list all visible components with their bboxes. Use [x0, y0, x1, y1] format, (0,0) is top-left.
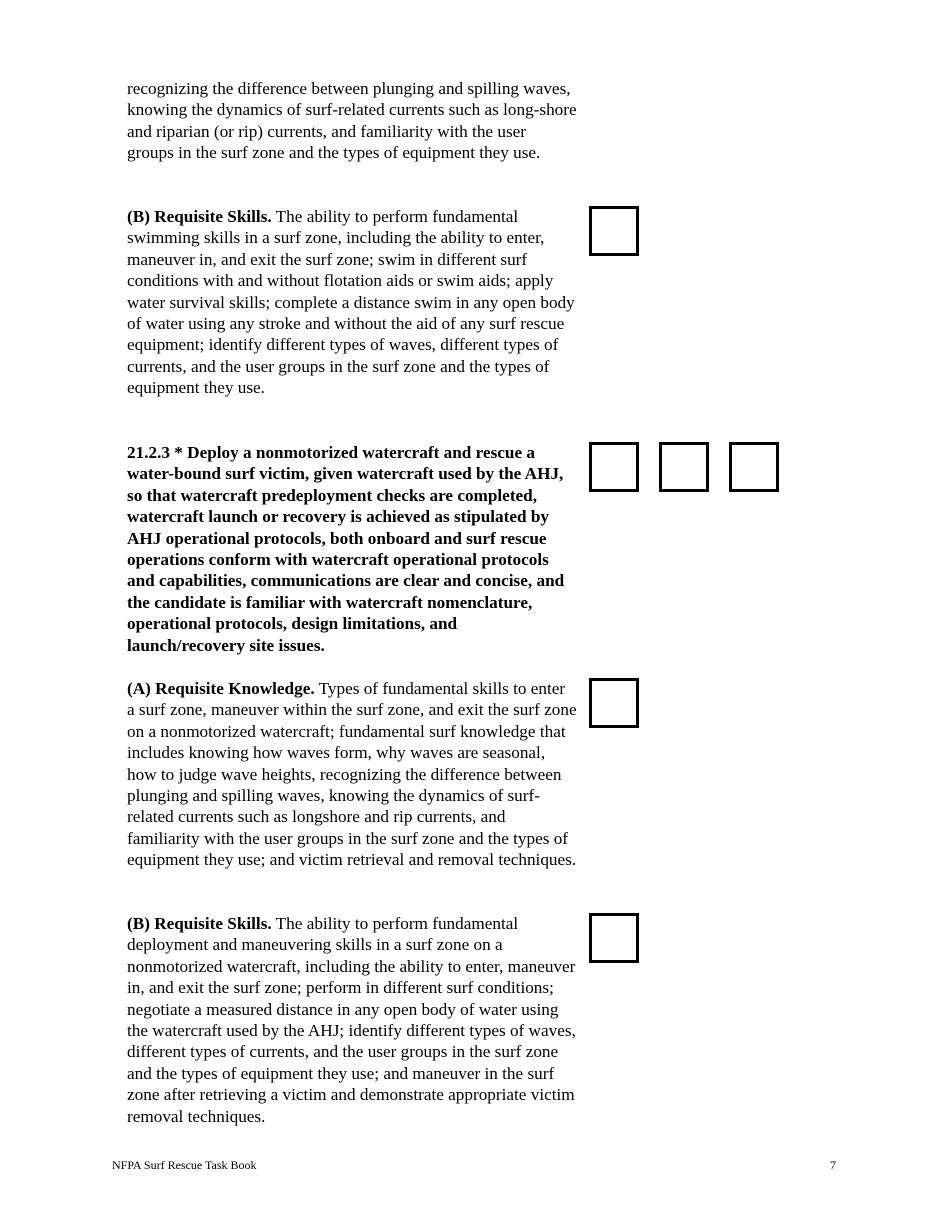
requisite-knowledge-heading: (A) Requisite Knowledge.: [127, 679, 315, 698]
sign-off-checkbox[interactable]: [589, 206, 639, 256]
jpr-21-2-3-text: 21.2.3 * Deploy a nonmotorized watercraft and rescue a water-bound surf victim, given watercraft used by the AHJ, so that watercraft predeployment checks are completed, watercraft launch or recovery is achieved as stipulated by AHJ operational protocols, both onboard and surf rescue operations conform with watercraft operational protocols and capabilities, communications are clear and concise, and the candidate is familiar with watercraft nomenclature, operational protocols, design limitations, and launch/recovery site issues.: [127, 443, 565, 655]
sign-off-checkbox[interactable]: [659, 442, 709, 492]
page-number: 7: [830, 1158, 836, 1172]
sign-off-checkbox[interactable]: [589, 913, 639, 963]
requisite-knowledge-watercraft-paragraph: [127, 678, 577, 871]
intro-continuation-paragraph: [127, 78, 577, 164]
requisite-skills-heading: (B) Requisite Skills.: [127, 914, 272, 933]
requisite-skills-text: The ability to perform fundamental deployment and maneuvering skills in a surf zone on a nonmotorized watercraft, including the ability to enter, maneuver in, and exit the surf zone; perform in different surf conditions; negotiate a measured distance in any open body of water using the watercraft used by the AHJ; identify different types of waves, different types of currents, and the user groups in the surf zone and the types of equipment they use; and maneuver in the surf zone after retrieving a victim and demonstrate appropriate victim removal techniques.: [127, 914, 576, 1126]
jpr-21-2-3-paragraph: [127, 442, 577, 656]
sign-off-checkbox[interactable]: [729, 442, 779, 492]
intro-continuation-text: recognizing the difference between plunging and spilling waves, knowing the dynamics of surf-related currents such as long-shore and riparian (or rip) currents, and familiarity with the user groups in the surf zone and the types of equipment they use.: [127, 79, 577, 163]
sign-off-checkbox[interactable]: [589, 442, 639, 492]
requisite-skills-swimming-paragraph: [127, 206, 577, 399]
requisite-knowledge-text: Types of fundamental skills to enter a surf zone, maneuver within the surf zone, and exit the surf zone on a nonmotorized watercraft; fundamental surf knowledge that includes knowing how waves form, why waves are seasonal, how to judge wave heights, recognizing the difference between plunging and spilling waves, knowing the dynamics of surf-related currents such as longshore and rip currents, and familiarity with the user groups in the surf zone and the types of equipment they use; and victim retrieval and removal techniques.: [127, 679, 577, 870]
requisite-skills-heading: (B) Requisite Skills.: [127, 207, 272, 226]
footer-title: NFPA Surf Rescue Task Book: [112, 1158, 257, 1172]
requisite-skills-text: The ability to perform fundamental swimming skills in a surf zone, including the ability to enter, maneuver in, and exit the surf zone; swim in different surf conditions with and without flotation aids or swim aids; apply water survival skills; complete a distance swim in any open body of water using any stroke and without the aid of any surf rescue equipment; identify different types of waves, different types of currents, and the user groups in the surf zone and the types of equipment they use.: [127, 207, 575, 398]
requisite-skills-watercraft-paragraph: [127, 913, 577, 1127]
sign-off-checkbox[interactable]: [589, 678, 639, 728]
